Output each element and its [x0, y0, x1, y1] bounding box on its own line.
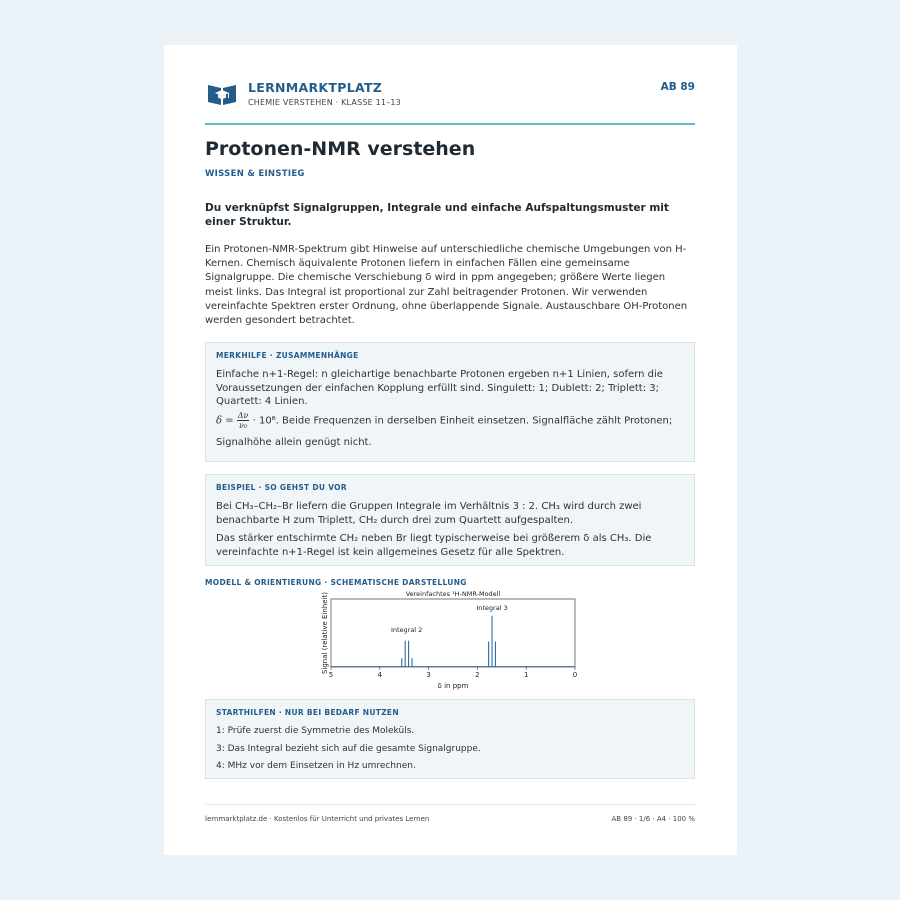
sheet-code: AB 89	[660, 81, 695, 93]
y-axis-label: Signal (relative Einheit)	[321, 592, 329, 675]
header	[205, 45, 695, 123]
integral-annotation: Integral 2	[390, 626, 423, 635]
formula-fraction	[237, 411, 250, 430]
footer-right: AB 89 · 1/6 · A4 · 100 %	[611, 815, 695, 823]
lead-text: Du verknüpfst Signalgruppen, Integrale und einfache Aufspaltungsmuster mit einer Struktur.	[205, 202, 669, 228]
brand-subtitle: CHEMIE VERSTEHEN · KLASSE 11–13	[248, 98, 401, 107]
hint-item: 1: Prüfe zuerst die Symmetrie des Moleküls.	[216, 726, 415, 737]
x-tick-label: 0	[572, 671, 578, 680]
formula-lhs: δ =	[216, 415, 237, 427]
x-tick-label: 5	[328, 671, 334, 680]
section-kicker: WISSEN & EINSTIEG	[205, 169, 305, 179]
graduation-cap-book-icon	[207, 81, 237, 106]
merkhilfe-title: MERKHILFE · ZUSAMMENHÄNGE	[216, 351, 359, 361]
merkhilfe-note: Signalhöhe allein genügt nicht.	[216, 437, 372, 448]
formula-rhs: · 10⁶.	[252, 415, 279, 427]
starthilfen-title: STARTHILFEN · NUR BEI BEDARF NUTZEN	[216, 708, 399, 718]
merkhilfe-box	[205, 342, 695, 462]
beispiel-paragraph-2: Das stärker entschirmte CH₂ neben Br liegt typischerweise bei größerem δ als CH₃. Die vereinfachte n+1-Regel ist kein allgemeines Gesetz für alle Spektren.	[216, 533, 652, 558]
x-tick-label: 1	[523, 671, 529, 680]
page-title: Protonen-NMR verstehen	[205, 138, 476, 160]
hint-item: 3: Das Integral bezieht sich auf die gesamte Signalgruppe.	[216, 743, 481, 754]
nmr-chart-svg	[205, 587, 695, 699]
x-tick-label: 4	[377, 671, 383, 680]
footer-left: lernmarktplatz.de · Kostenlos für Unterricht und privates Lernen	[205, 815, 430, 823]
beispiel-box	[205, 474, 695, 566]
header-rule	[205, 123, 695, 125]
modell-label: MODELL & ORIENTIERUNG · SCHEMATISCHE DARSTELLUNG	[205, 578, 467, 588]
integral-annotation: Integral 3	[476, 604, 508, 613]
nmr-chart	[205, 587, 695, 699]
beispiel-paragraph-1: Bei CH₃–CH₂–Br liefern die Gruppen Integrale im Verhältnis 3 : 2. CH₃ wird durch zwei benachbarte H zum Triplett, CH₂ durch drei zum Quartett aufgespalten.	[216, 501, 642, 526]
merkhilfe-rule: Einfache n+1-Regel: n gleichartige benachbarte Protonen ergeben n+1 Linien, sofern die Voraussetzungen der einfachen Kopplung erfüllt sind. Singulett: 1; Dublett: 2; Triplett: 3; Quartett: 4 Linien.	[216, 369, 663, 408]
worksheet-page	[164, 45, 737, 855]
starthilfen-box	[205, 699, 695, 779]
body-text: Ein Protonen-NMR-Spektrum gibt Hinweise auf unterschiedliche chemische Umgebungen von H-Kernen. Chemisch äquivalente Protonen liefern in einfachen Fällen eine gemeinsame Signalgruppe. Die chemische Verschiebung δ wird in ppm angegeben; größere Werte liegen meist links. Das Integral ist proportional zur Zahl beitragender Protonen. Wir verwenden vereinfachte Spektren erster Ordnung, ohne überlappende Signale. Austauschbare OH-Protonen werden gesondert betrachtet.	[205, 244, 688, 327]
brand-name: LERNMARKTPLATZ	[248, 80, 383, 95]
plot-frame	[331, 599, 575, 667]
hint-item: 4: MHz vor dem Einsetzen in Hz umrechnen.	[216, 761, 416, 772]
x-tick-label: 3	[426, 671, 431, 680]
chart-title: Vereinfachtes ¹H-NMR-Modell	[405, 590, 501, 599]
beispiel-title: BEISPIEL · SO GEHST DU VOR	[216, 483, 347, 493]
x-axis-label: δ in ppm	[437, 682, 469, 691]
formula-numerator: Δν	[237, 411, 249, 420]
starthilfen-list	[216, 723, 684, 776]
formula-denominator: ν₀	[239, 421, 248, 430]
footer-rule	[205, 804, 695, 805]
merkhilfe-formula-line	[216, 411, 684, 430]
merkhilfe-formula-text: Beide Frequenzen in derselben Einheit einsetzen. Signalfläche zählt Protonen;	[278, 415, 673, 427]
x-tick-label: 2	[475, 671, 480, 680]
